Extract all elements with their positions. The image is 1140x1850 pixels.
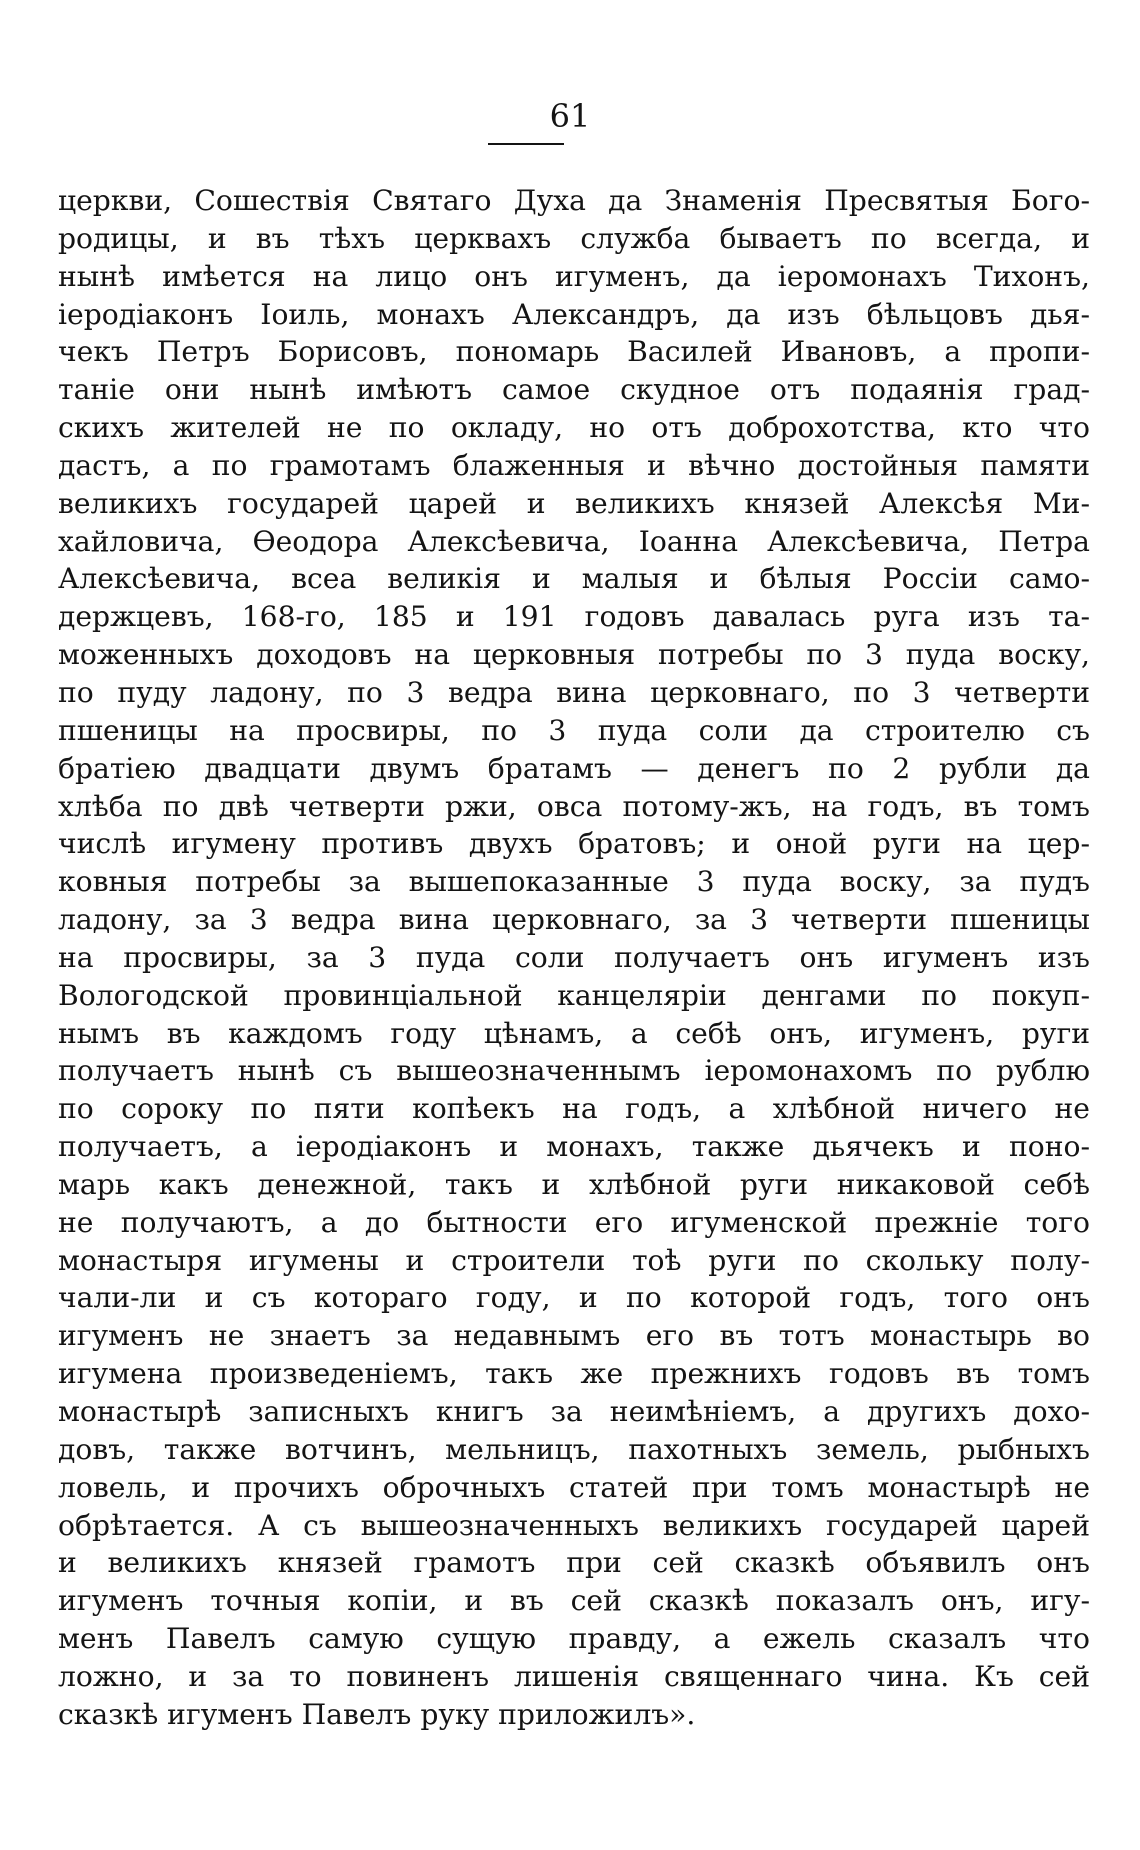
- text-line: таніе они нынѣ имѣютъ самое скудное отъ подаянія град-: [58, 373, 1090, 407]
- text-line: іеродіаконъ Іоиль, монахъ Александръ, да изъ бѣльцовъ дья-: [58, 297, 1090, 331]
- text-line: братіею двадцати двумъ братамъ — денегъ по 2 рубли да: [58, 751, 1090, 785]
- text-line: довъ, также вотчинъ, мельницъ, пахотныхъ земель, рыбныхъ: [58, 1432, 1090, 1466]
- text-line-last: сказкѣ игуменъ Павелъ руку приложилъ».: [58, 1697, 696, 1731]
- text-line: нымъ въ каждомъ году цѣнамъ, а себѣ онъ, игуменъ, руги: [58, 1016, 1090, 1050]
- text-line: чекъ Петръ Борисовъ, пономарь Василей Ивановъ, а пропи-: [58, 335, 1090, 369]
- text-line: церкви, Сошествія Святаго Духа да Знаменія Пресвятыя Бого-: [58, 184, 1090, 217]
- text-line: чали-ли и съ котораго году, и по которой годъ, того онъ: [58, 1281, 1090, 1315]
- text-line: дастъ, а по грамотамъ блаженныя и вѣчно достойныя памяти: [58, 448, 1090, 482]
- text-line: хлѣба по двѣ четверти ржи, овса потому-жъ, на годъ, въ томъ: [58, 789, 1090, 823]
- text-line: игуменъ точныя копіи, и въ сей сказкѣ показалъ онъ, игу-: [58, 1584, 1090, 1618]
- page-number: 61: [549, 97, 591, 135]
- body-text: [58, 182, 1090, 1734]
- text-line: марь какъ денежной, такъ и хлѣбной руги никаковой себѣ: [58, 1167, 1090, 1201]
- text-line: менъ Павелъ самую сущую правду, а ежель сказалъ что: [58, 1622, 1090, 1656]
- text-line: моженныхъ доходовъ на церковныя потребы по 3 пуда воску,: [58, 638, 1090, 672]
- text-line: на просвиры, за 3 пуда соли получаетъ онъ игуменъ изъ: [58, 940, 1090, 974]
- text-line: игуменъ не знаетъ за недавнымъ его въ тотъ монастырь во: [58, 1319, 1090, 1353]
- text-line: пшеницы на просвиры, по 3 пуда соли да строителю съ: [58, 713, 1090, 747]
- text-line: монастыря игумены и строители тоѣ руги по скольку полу-: [58, 1243, 1090, 1277]
- text-line: ложно, и за то повиненъ лишенія священнаго чина. Къ сей: [58, 1659, 1090, 1693]
- text-line: монастырѣ записныхъ книгъ за неимѣніемъ, а другихъ дохо-: [58, 1395, 1090, 1428]
- page-number-underline: [488, 143, 564, 145]
- text-line: игумена произведеніемъ, такъ же прежнихъ годовъ въ томъ: [58, 1357, 1090, 1391]
- text-line: обрѣтается. А съ вышеозначенныхъ великихъ государей царей: [58, 1508, 1090, 1542]
- text-line: получаетъ нынѣ съ вышеозначеннымъ іеромонахомъ по рублю: [58, 1054, 1090, 1088]
- text-line: Вологодской провинціальной канцеляріи денгами по покуп-: [58, 978, 1090, 1012]
- text-line: числѣ игумену противъ двухъ братовъ; и оной руги на цер-: [58, 827, 1090, 861]
- text-line: скихъ жителей не по окладу, но отъ доброхотства, кто что: [58, 411, 1090, 445]
- text-line: великихъ государей царей и великихъ князей Алексѣя Ми-: [58, 486, 1090, 520]
- text-line: получаетъ, а іеродіаконъ и монахъ, также дьячекъ и поно-: [58, 1130, 1090, 1164]
- text-line: ковныя потребы за вышепоказанные 3 пуда воску, за пудъ: [58, 865, 1090, 899]
- text-line: Алексѣевича, всеа великія и малыя и бѣлыя Россіи само-: [58, 562, 1090, 596]
- text-line: ловель, и прочихъ оброчныхъ статей при томъ монастырѣ не: [58, 1470, 1090, 1504]
- text-line: держцевъ, 168-го, 185 и 191 годовъ давалась руга изъ та-: [58, 600, 1090, 634]
- text-line: родицы, и въ тѣхъ церквахъ служба бываетъ по всегда, и: [58, 221, 1090, 255]
- text-line: нынѣ имѣется на лицо онъ игуменъ, да іеромонахъ Тихонъ,: [58, 259, 1090, 293]
- text-line: ладону, за 3 ведра вина церковнаго, за 3 четверти пшеницы: [58, 903, 1090, 937]
- text-line: и великихъ князей грамотъ при сей сказкѣ объявилъ онъ: [58, 1546, 1090, 1580]
- text-line: хайловича, Ѳеодора Алексѣевича, Іоанна Алексѣевича, Петра: [58, 524, 1090, 558]
- text-line: не получаютъ, а до бытности его игуменской прежніе того: [58, 1205, 1090, 1239]
- text-line: по сороку по пяти копѣекъ на годъ, а хлѣбной ничего не: [58, 1092, 1090, 1126]
- text-line: по пуду ладону, по 3 ведра вина церковнаго, по 3 четверти: [58, 675, 1090, 709]
